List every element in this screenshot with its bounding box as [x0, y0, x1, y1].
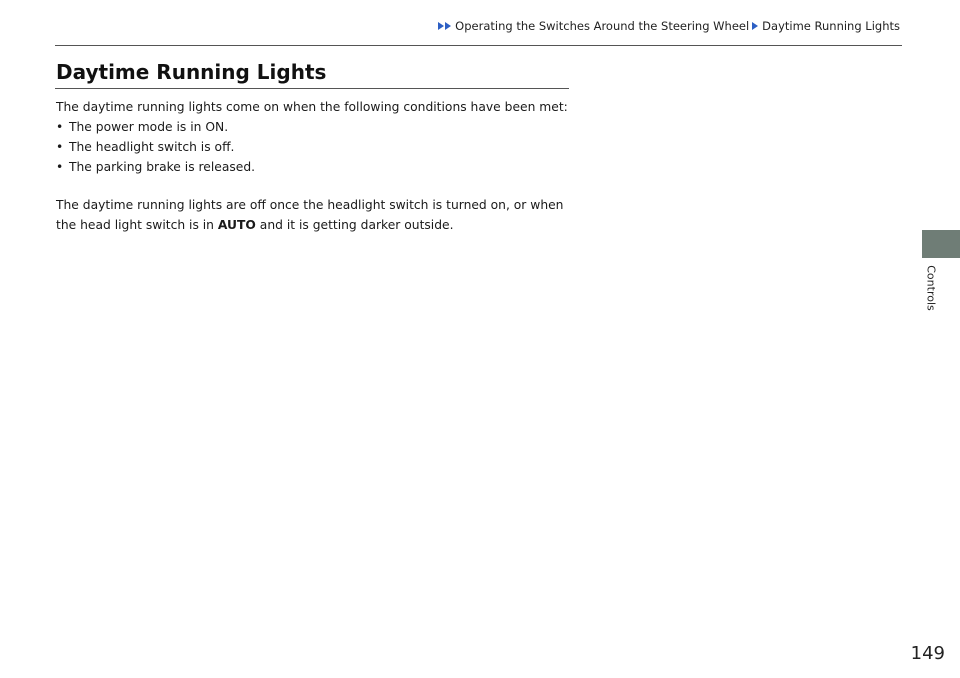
- auto-keyword: AUTO: [217, 218, 256, 232]
- list-item: [56, 157, 586, 177]
- bullet-icon: •: [56, 120, 64, 134]
- triangle-right-icon: [445, 22, 451, 30]
- breadcrumb-item: [752, 19, 900, 33]
- list-item-text: The headlight switch is off.: [69, 140, 235, 154]
- intro-paragraph: The daytime running lights come on when the following conditions have been met:: [56, 100, 568, 114]
- breadcrumb-item: [438, 19, 749, 33]
- note-line2: the head light switch is in: [56, 218, 214, 232]
- list-item-text: The parking brake is released.: [69, 160, 256, 174]
- note-line1: The daytime running lights are off once the headlight switch is turned on, or when: [56, 198, 564, 212]
- note-paragraph: [56, 195, 586, 235]
- breadcrumb-text: Daytime Running Lights: [762, 19, 900, 33]
- page-title: Daytime Running Lights: [56, 60, 327, 84]
- bullet-icon: •: [56, 140, 64, 154]
- chapter-tab: [922, 230, 960, 258]
- page-number: 149: [910, 643, 945, 664]
- chapter-label: Controls: [924, 265, 938, 311]
- header-divider: [55, 45, 902, 46]
- list-item: [56, 137, 586, 157]
- conditions-list: [56, 117, 586, 177]
- title-divider: [55, 88, 569, 89]
- section-body: [56, 97, 586, 235]
- paragraph-spacer: [56, 177, 586, 195]
- list-item-text: The power mode is in ON.: [69, 120, 229, 134]
- note-ending: and it is getting darker outside.: [259, 218, 454, 232]
- triangle-right-icon: [752, 22, 758, 30]
- list-item: [56, 117, 586, 137]
- bullet-icon: •: [56, 160, 64, 174]
- breadcrumb-text: Operating the Switches Around the Steering Wheel: [455, 19, 750, 33]
- breadcrumb: [438, 19, 900, 33]
- triangle-right-icon: [438, 22, 444, 30]
